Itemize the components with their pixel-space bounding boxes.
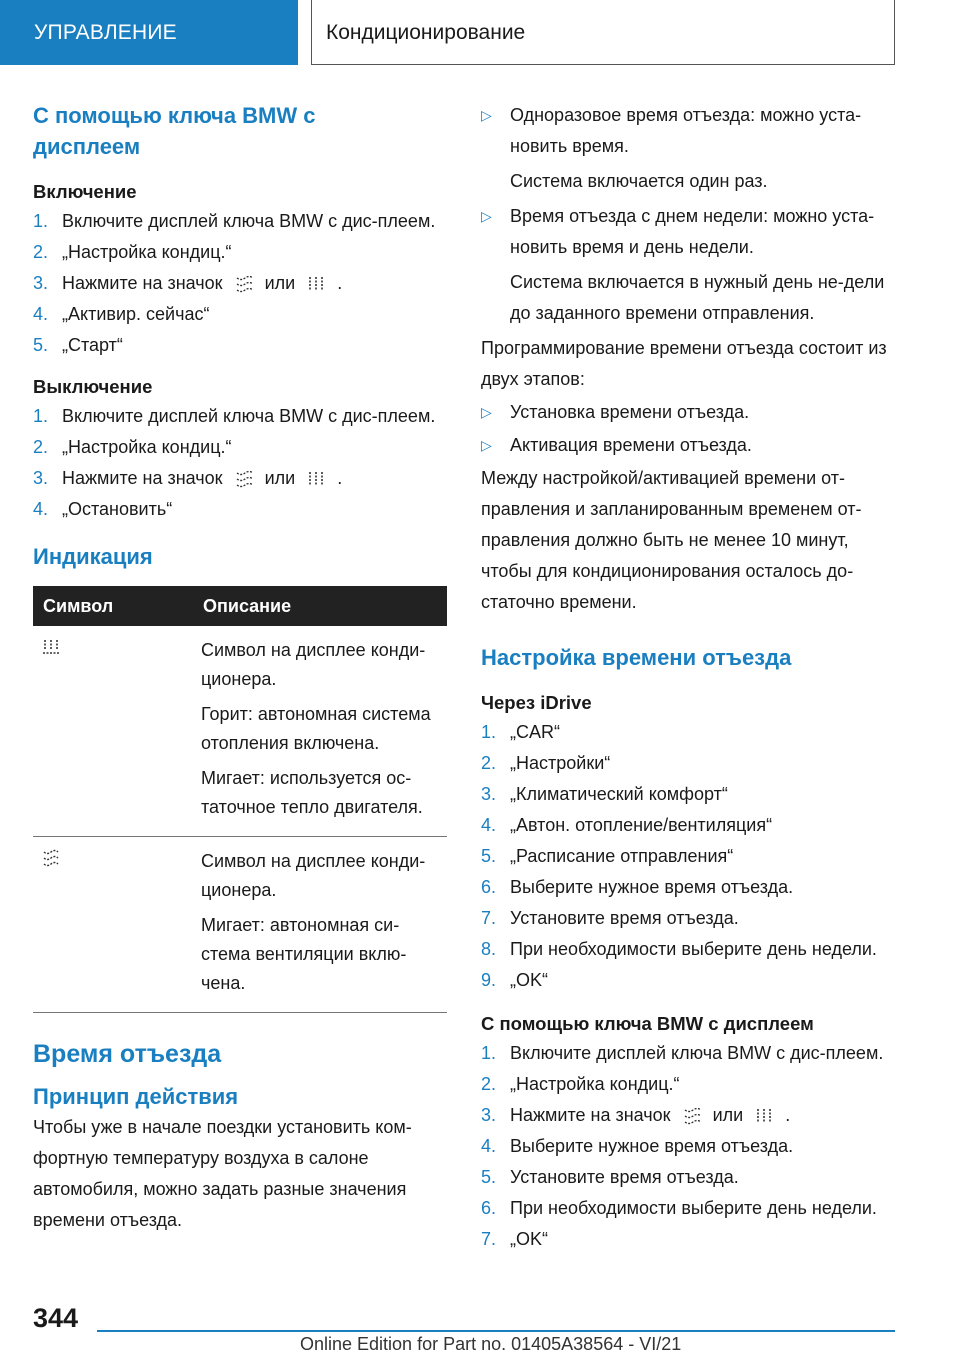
heating-ventilation-icon bbox=[305, 275, 327, 293]
list-item: 7. „OK“ bbox=[481, 1229, 548, 1249]
list-item: 9. „OK“ bbox=[481, 970, 548, 990]
list-item: 1. Включите дисплей ключа BMW с дис-плеем. bbox=[33, 211, 436, 231]
cell-text: Символ на дисплее конди-ционера. bbox=[201, 640, 426, 689]
page-number: 344 bbox=[33, 1303, 79, 1333]
table-cell-description bbox=[193, 626, 447, 837]
right-column bbox=[481, 100, 895, 1255]
heating-ventilation-icon bbox=[753, 1107, 775, 1125]
bullet-subtext: Система включается в нужный день не-дели до заданного времени отправления. bbox=[510, 272, 885, 323]
cell-text: Мигает: автономная си-стема вентиляции вклю-чена. bbox=[201, 915, 407, 993]
symbol-table bbox=[33, 586, 447, 1013]
table-cell-symbol bbox=[33, 837, 193, 1013]
list-item: 1. „CAR“ bbox=[481, 722, 560, 742]
cell-text: Символ на дисплее конди-ционера. bbox=[201, 851, 426, 900]
table-header-symbol: Символ bbox=[33, 586, 193, 626]
list-item: 2. „Настройка кондиц.“ bbox=[33, 437, 232, 457]
list-item: 5. „Расписание отправления“ bbox=[481, 846, 734, 866]
list-item: 6. Выберите нужное время отъезда. bbox=[481, 877, 794, 897]
list-item: 2. „Настройки“ bbox=[481, 753, 611, 773]
steps-off bbox=[33, 401, 447, 525]
footer-divider bbox=[97, 1330, 895, 1332]
table-row bbox=[33, 837, 447, 1013]
table-cell-symbol bbox=[33, 626, 193, 837]
list-item: 4. „Автон. отопление/вентиляция“ bbox=[481, 815, 773, 835]
bullets-departure-types-2 bbox=[481, 201, 895, 263]
list-item: 3. Нажмите на значок или . bbox=[481, 1105, 791, 1125]
edition-text: Online Edition for Part no. 01405A38564 - VI/21 bbox=[300, 1334, 682, 1354]
bullets-stages bbox=[481, 397, 895, 461]
list-item: ▷ Время отъезда с днем недели: можно уста-новить время и день недели. bbox=[481, 206, 875, 257]
list-item: ▷ Установка времени отъезда. bbox=[481, 402, 750, 422]
list-item: 8. При необходимости выберите день недели. bbox=[481, 939, 877, 959]
steps-on bbox=[33, 206, 447, 361]
list-item: 5. „Старт“ bbox=[33, 335, 123, 355]
ventilation-icon bbox=[41, 851, 61, 871]
steps-idrive bbox=[481, 717, 895, 996]
subheading-key-display: С помощью ключа BMW с дисплеем bbox=[481, 1013, 814, 1034]
heating-icon bbox=[41, 640, 61, 660]
steps-key-display bbox=[481, 1038, 895, 1255]
list-item: ▷ Одноразовое время отъезда: можно уста-новить время. bbox=[481, 105, 862, 156]
heading-departure-time: Время отъезда bbox=[33, 1040, 222, 1068]
list-item: 1. Включите дисплей ключа BMW с дис-плеем. bbox=[33, 406, 436, 426]
subheading-on: Включение bbox=[33, 181, 137, 202]
page-header-title: Кондиционирование bbox=[311, 0, 895, 65]
list-item: 3. „Климатический комфорт“ bbox=[481, 784, 728, 804]
list-item: 7. Установите время отъезда. bbox=[481, 908, 739, 928]
subheading-off: Выключение bbox=[33, 376, 153, 397]
ventilation-icon bbox=[681, 1107, 703, 1125]
heating-ventilation-icon bbox=[305, 470, 327, 488]
list-item: 4. „Активир. сейчас“ bbox=[33, 304, 210, 324]
heading-principle: Принцип действия bbox=[33, 1084, 239, 1109]
list-item: 5. Установите время отъезда. bbox=[481, 1167, 739, 1187]
table-header-description: Описание bbox=[193, 586, 447, 626]
bullets-departure-types bbox=[481, 100, 895, 162]
left-column bbox=[33, 100, 447, 1236]
subheading-idrive: Через iDrive bbox=[481, 692, 592, 713]
heading-key-display: С помощью ключа BMW с дисплеем bbox=[33, 103, 316, 159]
cell-text: Мигает: используется ос-таточное тепло двигателя. bbox=[201, 768, 423, 817]
list-item: 4. Выберите нужное время отъезда. bbox=[481, 1136, 794, 1156]
list-item: 2. „Настройка кондиц.“ bbox=[33, 242, 232, 262]
table-cell-description bbox=[193, 837, 447, 1013]
ventilation-icon bbox=[233, 470, 255, 488]
list-item: 6. При необходимости выберите день недели. bbox=[481, 1198, 877, 1218]
ventilation-icon bbox=[233, 275, 255, 293]
list-item: ▷ Активация времени отъезда. bbox=[481, 435, 752, 455]
list-item: 1. Включите дисплей ключа BMW с дис-плеем. bbox=[481, 1043, 884, 1063]
list-item: 2. „Настройка кондиц.“ bbox=[481, 1074, 680, 1094]
list-item: 4. „Остановить“ bbox=[33, 499, 173, 519]
principle-text: Чтобы уже в начале поездки установить ком-фортную температуру воздуха в салоне автомобиля, можно задать разные значения времени отъезда. bbox=[33, 1117, 412, 1230]
paragraph-programming: Программирование времени отъезда состоит из двух этапов: bbox=[481, 338, 887, 389]
bullet-subtext: Система включается один раз. bbox=[510, 171, 768, 191]
paragraph-interval: Между настройкой/активацией времени от-правления и запланированным временем от-правления должно быть не менее 10 минут, чтобы для кондиционирования осталось до-статочно времени. bbox=[481, 468, 862, 612]
section-tab: УПРАВЛЕНИЕ bbox=[0, 0, 298, 65]
table-row bbox=[33, 626, 447, 837]
heading-set-departure: Настройка времени отъезда bbox=[481, 645, 792, 670]
list-item: 3. Нажмите на значок или . bbox=[33, 273, 343, 293]
heading-indication: Индикация bbox=[33, 544, 153, 569]
cell-text: Горит: автономная система отопления включена. bbox=[201, 704, 431, 753]
list-item: 3. Нажмите на значок или . bbox=[33, 468, 343, 488]
